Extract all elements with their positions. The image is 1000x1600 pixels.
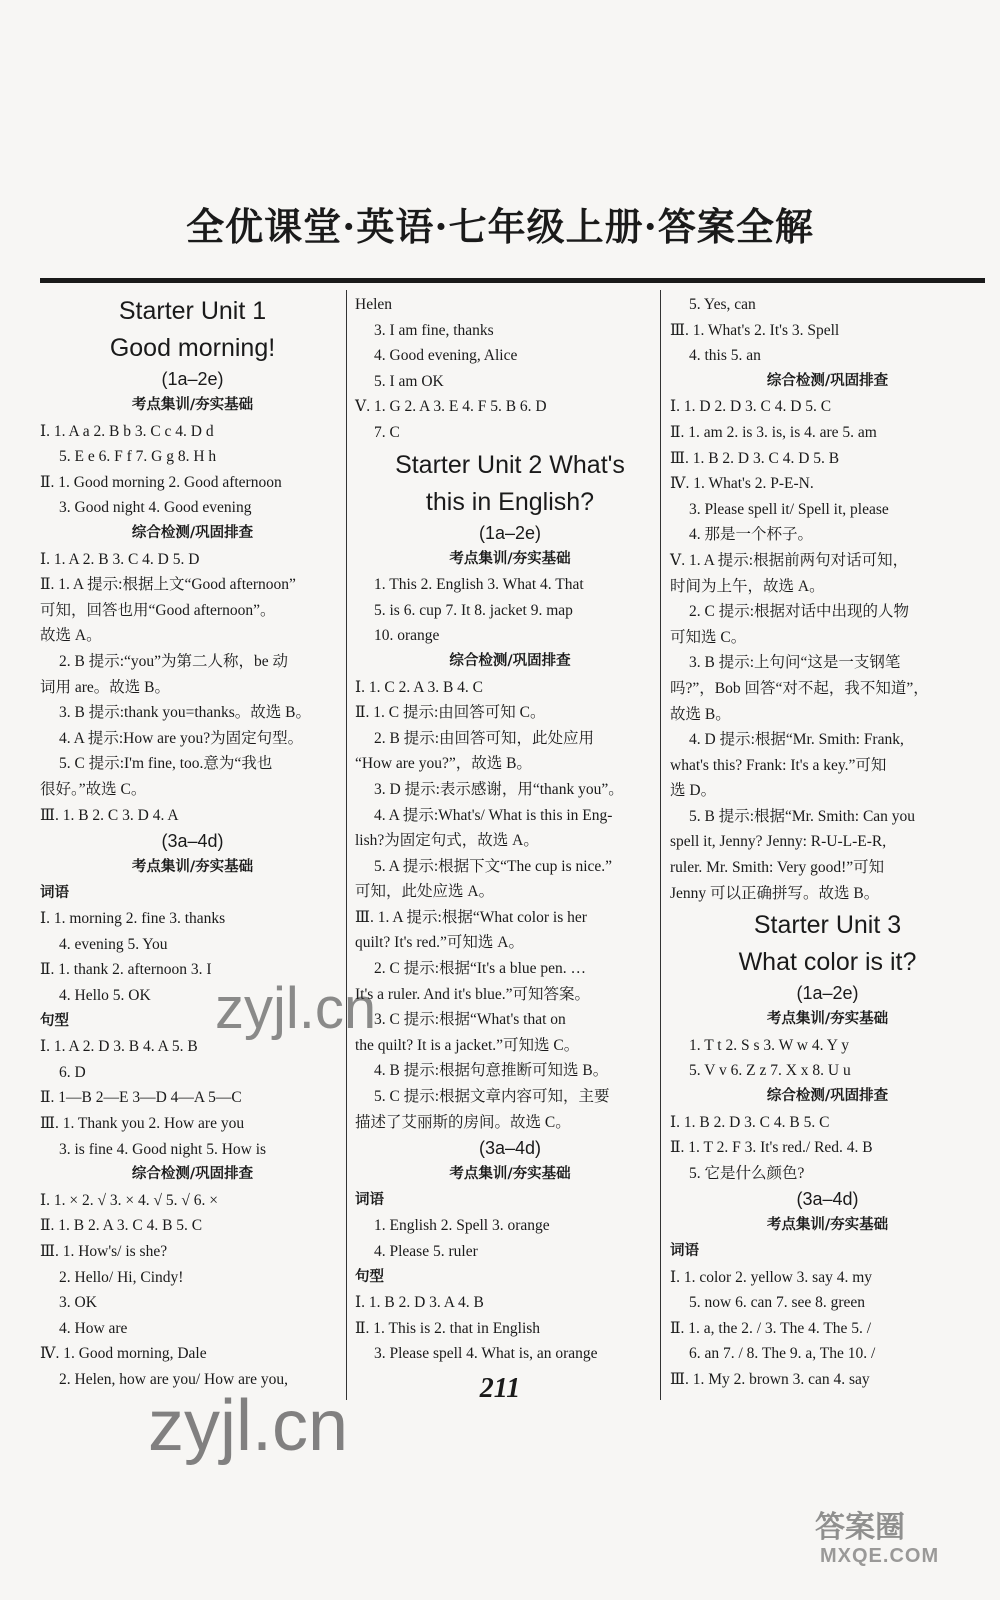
- answer-line: 4. 那是一个杯子。: [689, 526, 814, 544]
- answer-line: 3. Please spell 4. What is, an orange: [374, 1345, 598, 1363]
- unit-title: What color is it?: [738, 948, 917, 977]
- page-number: 211: [479, 1373, 521, 1404]
- section-heading: 考点集训/夯实基础: [766, 1011, 889, 1028]
- answer-line: 3. Please spell it/ Spell it, please: [689, 500, 889, 518]
- answer-line: 6. D: [59, 1063, 86, 1081]
- answer-line: what's this? Frank: It's a key.”可知: [670, 756, 887, 774]
- answer-line: Ⅲ. 1. What's 2. It's 3. Spell: [670, 321, 840, 339]
- answer-line: Ⅱ. 1—B 2—E 3—D 4—A 5—C: [40, 1089, 242, 1107]
- title-divider: [40, 278, 985, 283]
- answer-line: Ⅳ. 1. What's 2. P-E-N.: [670, 475, 814, 493]
- section-heading: 综合检测/巩固排查: [766, 1088, 889, 1105]
- answer-line: Ⅲ. 1. A 提示:根据“What color is her: [355, 908, 587, 926]
- answer-line: 5. A 提示:根据下文“The cup is nice.”: [374, 857, 613, 875]
- unit-title: Starter Unit 2 What's: [395, 450, 625, 479]
- answer-line: 描述了艾丽斯的房间。故选 C。: [355, 1113, 571, 1131]
- answer-line: Ⅰ. 1. color 2. yellow 3. say 4. my: [670, 1268, 872, 1286]
- answer-line: 4. evening 5. You: [59, 935, 168, 953]
- answer-line: 3. is fine 4. Good night 5. How is: [59, 1140, 267, 1158]
- section-range: (1a–2e): [796, 983, 859, 1004]
- answer-line: 可知，此处应选 A。: [355, 883, 495, 901]
- answer-line: 5. is 6. cup 7. It 8. jacket 9. map: [374, 601, 573, 619]
- answer-line: 2. Helen, how are you/ How are you,: [59, 1370, 288, 1388]
- subsection-label: 句型: [355, 1268, 384, 1285]
- section-range: (1a–2e): [161, 369, 224, 389]
- section-heading: 考点集训/夯实基础: [131, 859, 254, 876]
- answer-line: 3. Good night 4. Good evening: [59, 499, 252, 517]
- answer-line: 4. Please 5. ruler: [374, 1243, 478, 1260]
- answer-line: 4. A 提示:What's/ What is this in Eng-: [374, 806, 613, 824]
- section-heading: 综合检测/巩固排查: [766, 372, 889, 389]
- section-range: (3a–4d): [796, 1189, 859, 1210]
- section-heading: 考点集训/夯实基础: [449, 1166, 571, 1183]
- answer-line: Jenny 可以正确拼写。故选 B。: [670, 884, 880, 902]
- answer-line: 5. C 提示:I'm fine, too.意为“我也: [59, 755, 273, 773]
- subsection-label: 词语: [355, 1191, 384, 1208]
- unit-title: Starter Unit 1: [118, 297, 267, 325]
- answer-line: 5. C 提示:根据文章内容可知，主要: [374, 1088, 610, 1106]
- answer-line: Ⅲ. 1. B 2. C 3. D 4. A: [40, 806, 179, 824]
- answer-line: Ⅱ. 1. This is 2. that in English: [355, 1319, 541, 1337]
- answer-line: 7. C: [374, 423, 400, 441]
- answer-line: 5. 它是什么颜色?: [689, 1164, 805, 1182]
- section-heading: 考点集训/夯实基础: [131, 397, 254, 413]
- section-range: (3a–4d): [478, 1138, 542, 1159]
- answer-line: 2. B 提示:“you”为第二人称，be 动: [59, 652, 289, 670]
- answer-line: 2. C 提示:根据“It's a blue pen. …: [374, 960, 587, 978]
- answer-line: Ⅴ. 1. A 提示:根据前两句对话可知，: [670, 551, 909, 569]
- page-title: 全优课堂·英语·七年级上册·答案全解: [186, 204, 814, 249]
- subsection-label: 词语: [670, 1243, 699, 1259]
- answer-line: Ⅰ. 1. × 2. √ 3. × 4. √ 5. √ 6. ×: [40, 1191, 218, 1209]
- section-heading: 考点集训/夯实基础: [766, 1217, 889, 1234]
- answer-line: Ⅰ. 1. morning 2. fine 3. thanks: [40, 910, 226, 928]
- section-heading: 综合检测/巩固排查: [131, 1166, 254, 1183]
- answer-line: 故选 A。: [40, 627, 102, 645]
- watermark: zyjl.cn: [148, 1386, 349, 1466]
- answer-line: lish?为固定句式，故选 A。: [355, 832, 539, 850]
- answer-line: Ⅰ. 1. B 2. D 3. A 4. B: [355, 1294, 484, 1312]
- answer-line: 6. an 7. / 8. The 9. a, The 10. /: [689, 1345, 876, 1363]
- answer-line: Ⅲ. 1. My 2. brown 3. can 4. say: [670, 1370, 870, 1388]
- answer-line: 5. E e 6. F f 7. G g 8. H h: [59, 448, 217, 466]
- answer-line: Ⅰ. 1. A 2. B 3. C 4. D 5. D: [40, 550, 200, 568]
- subsection-label: 句型: [40, 1012, 69, 1029]
- answer-line: 5. B 提示:根据“Mr. Smith: Can you: [689, 807, 916, 825]
- answer-line: Ⅱ. 1. thank 2. afternoon 3. I: [40, 961, 212, 979]
- answer-line: 4. A 提示:How are you?为固定句型。: [59, 729, 304, 747]
- answer-line: 4. D 提示:根据“Mr. Smith: Frank,: [689, 731, 904, 749]
- answer-line: “How are you?”，故选 B。: [355, 755, 532, 773]
- section-heading: 综合检测/巩固排查: [131, 524, 254, 541]
- answer-line: 4. this 5. an: [689, 347, 761, 365]
- answer-line: Ⅱ. 1. C 提示:由回答可知 C。: [355, 704, 546, 722]
- column-divider: [346, 290, 347, 1400]
- answer-line: 故选 B。: [670, 705, 731, 723]
- answer-line: the quilt? It is a jacket.”可知选 C。: [355, 1036, 580, 1054]
- subsection-label: 词语: [40, 884, 69, 901]
- answer-line: 10. orange: [374, 627, 440, 645]
- section-range: (3a–4d): [161, 831, 224, 852]
- watermark-site: MXQE.COM: [820, 1545, 940, 1567]
- answer-line: 2. C 提示:根据对话中出现的人物: [689, 603, 910, 621]
- answer-line: 词用 are。故选 B。: [40, 678, 171, 696]
- answer-line: 3. D 提示:表示感谢，用“thank you”。: [374, 780, 624, 798]
- section-range: (1a–2e): [478, 522, 542, 543]
- answer-line: 5. now 6. can 7. see 8. green: [689, 1294, 866, 1312]
- answer-line: Ⅱ. 1. a, the 2. / 3. The 4. The 5. /: [670, 1319, 872, 1337]
- answer-line: Ⅰ. 1. A 2. D 3. B 4. A 5. B: [40, 1038, 198, 1056]
- answer-line: 4. Hello 5. OK: [59, 987, 151, 1005]
- answer-line: It's a ruler. And it's blue.”可知答案。: [355, 985, 591, 1003]
- answer-line: 3. OK: [59, 1294, 97, 1312]
- watermark-logo: 答案圈: [815, 1510, 905, 1545]
- answer-line: 1. English 2. Spell 3. orange: [374, 1217, 550, 1235]
- answer-column-3: [670, 292, 985, 1393]
- answer-line: Ⅲ. 1. How's/ is she?: [40, 1243, 168, 1260]
- answer-line: spell it, Jenny? Jenny: R-U-L-E-R,: [670, 833, 887, 851]
- answer-line: ruler. Mr. Smith: Very good!”可知: [670, 859, 885, 877]
- answer-line: 4. B 提示:根据句意推断可知选 B。: [374, 1062, 609, 1080]
- unit-title: this in English?: [425, 487, 595, 516]
- answer-line: Ⅱ. 1. Good morning 2. Good afternoon: [40, 473, 282, 491]
- answer-line: Ⅰ. 1. B 2. D 3. C 4. B 5. C: [670, 1113, 830, 1131]
- answer-line: 4. Good evening, Alice: [374, 347, 518, 365]
- answer-line: 2. Hello/ Hi, Cindy!: [59, 1268, 184, 1286]
- answer-line: 5. Yes, can: [689, 296, 756, 313]
- answer-line: 1. This 2. English 3. What 4. That: [374, 576, 584, 594]
- answer-line: 时间为上午，故选 A。: [670, 577, 825, 595]
- answer-line: Ⅱ. 1. B 2. A 3. C 4. B 5. C: [40, 1217, 203, 1235]
- answer-line: 5. I am OK: [374, 372, 444, 390]
- answer-line: 可知，回答也用“Good afternoon”。: [40, 601, 276, 619]
- answer-line: Ⅰ. 1. A a 2. B b 3. C c 4. D d: [40, 422, 214, 440]
- answer-line: 选 D。: [670, 782, 717, 800]
- answer-line: 1. T t 2. S s 3. W w 4. Y y: [689, 1036, 850, 1054]
- answer-line: Ⅰ. 1. D 2. D 3. C 4. D 5. C: [670, 398, 832, 416]
- answer-column-2: [355, 292, 665, 1367]
- section-heading: 考点集训/夯实基础: [449, 550, 571, 567]
- answer-line: Ⅲ. 1. B 2. D 3. C 4. D 5. B: [670, 449, 840, 467]
- answer-line: Ⅱ. 1. A 提示:根据上文“Good afternoon”: [40, 576, 296, 594]
- answer-line: 4. How are: [59, 1319, 128, 1337]
- answer-line: Ⅲ. 1. Thank you 2. How are you: [40, 1115, 245, 1133]
- answer-line: 很好。”故选 C。: [40, 780, 147, 798]
- watermark: zyjl.cn: [215, 976, 377, 1041]
- answer-line: 5. V v 6. Z z 7. X x 8. U u: [689, 1062, 851, 1080]
- answer-line: Helen: [355, 296, 393, 313]
- answer-line: quilt? It's red.”可知选 A。: [355, 934, 524, 952]
- section-heading: 综合检测/巩固排查: [449, 652, 571, 669]
- unit-title: Good morning!: [109, 334, 276, 362]
- answer-line: Ⅱ. 1. T 2. F 3. It's red./ Red. 4. B: [670, 1139, 873, 1157]
- answer-line: 可知选 C。: [670, 628, 747, 646]
- answer-line: 3. C 提示:根据“What's that on: [374, 1011, 566, 1029]
- answer-column-1: [40, 292, 345, 1393]
- answer-line: Ⅰ. 1. C 2. A 3. B 4. C: [355, 678, 483, 696]
- answer-line: 2. B 提示:由回答可知，此处应用: [374, 729, 595, 747]
- answer-line: Ⅱ. 1. am 2. is 3. is, is 4. are 5. am: [670, 423, 877, 441]
- answer-line: 3. B 提示:上句问“这是一支钢笔: [689, 654, 901, 672]
- answer-line: Ⅴ. 1. G 2. A 3. E 4. F 5. B 6. D: [355, 398, 547, 416]
- answer-line: 3. B 提示:thank you=thanks。故选 B。: [59, 704, 312, 722]
- answer-line: 3. I am fine, thanks: [374, 321, 494, 339]
- unit-title: Starter Unit 3: [753, 911, 902, 940]
- answer-line: 吗?”，Bob 回答“对不起，我不知道”，: [670, 679, 929, 697]
- answer-line: Ⅳ. 1. Good morning, Dale: [40, 1345, 207, 1363]
